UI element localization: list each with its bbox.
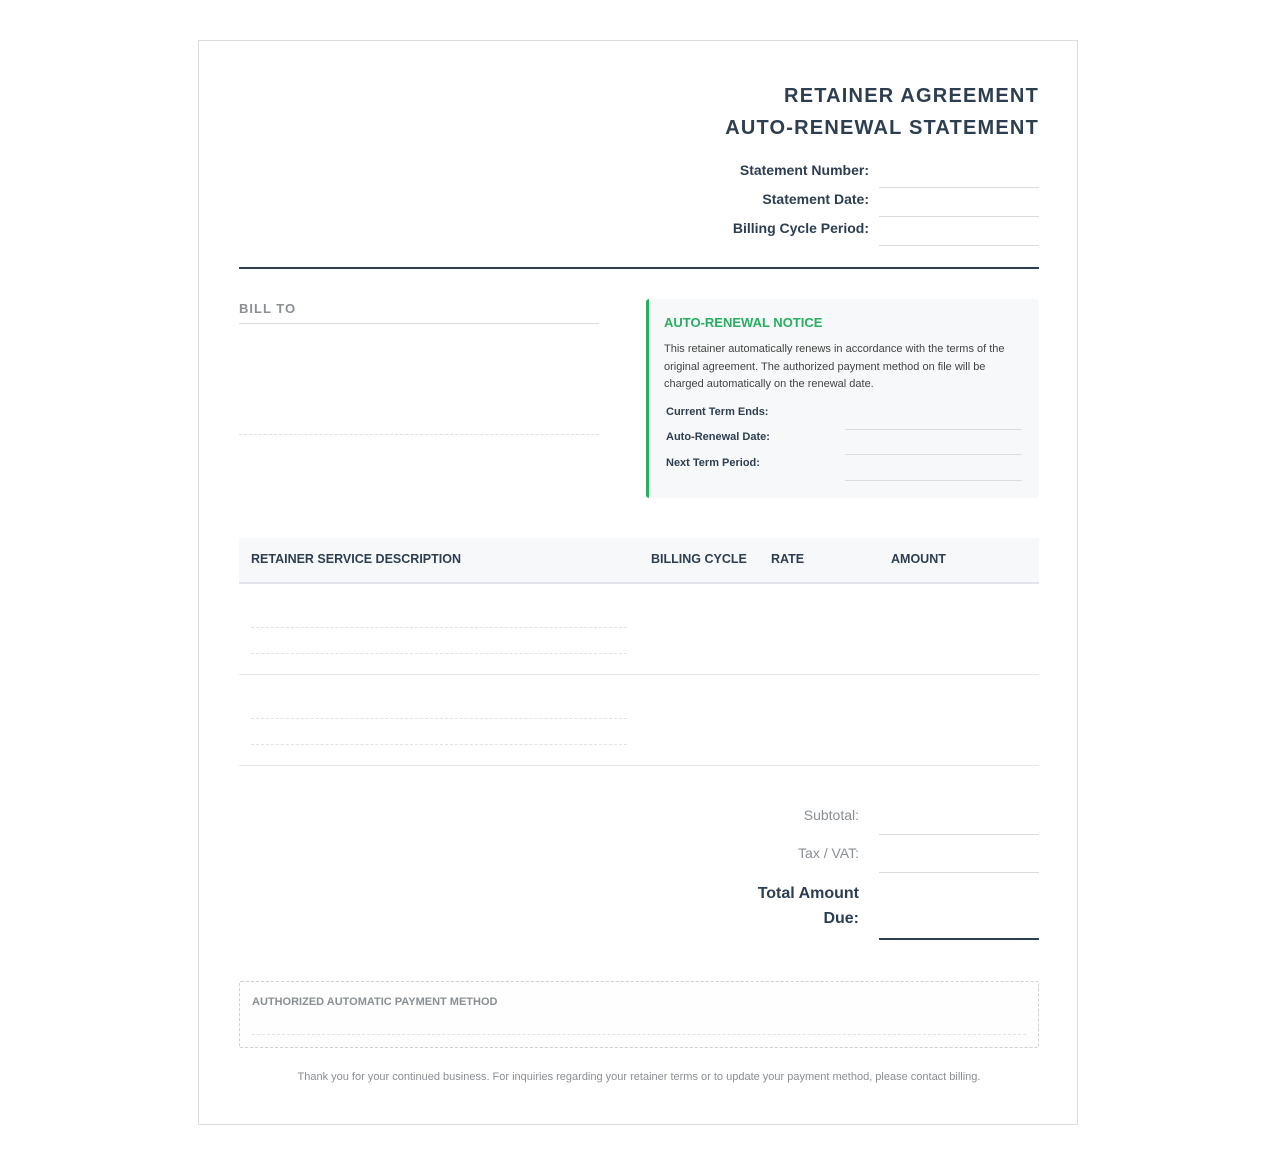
payment-method-box	[239, 981, 1039, 1048]
total-due-field[interactable]	[879, 938, 1039, 940]
notice-title: AUTO-RENEWAL NOTICE	[664, 315, 823, 330]
tax-row	[639, 843, 1039, 873]
next-term-period-label: Next Term Period:	[666, 457, 760, 469]
current-term-ends-row	[666, 404, 1022, 430]
next-term-period-field[interactable]	[845, 480, 1022, 481]
payment-method-label: AUTHORIZED AUTOMATIC PAYMENT METHOD	[252, 996, 498, 1008]
tax-label: Tax / VAT:	[798, 845, 859, 861]
service-description-line[interactable]	[251, 744, 627, 745]
billing-cycle-label: Billing Cycle Period:	[732, 220, 869, 236]
table-row	[239, 583, 1039, 675]
subtotal-row	[639, 805, 1039, 835]
service-description-line[interactable]	[251, 718, 627, 719]
total-due-label: Total Amount Due:	[757, 885, 859, 927]
subtotal-field[interactable]	[879, 834, 1039, 835]
column-header-rate: RATE	[771, 552, 805, 566]
column-header-description: RETAINER SERVICE DESCRIPTION	[251, 552, 461, 566]
services-table-header	[239, 538, 1039, 584]
total-due-row	[639, 879, 1039, 941]
billing-cycle-field[interactable]	[879, 221, 1039, 246]
auto-renewal-notice	[646, 299, 1039, 498]
column-header-amount: AMOUNT	[891, 552, 946, 566]
billing-cycle-row	[639, 217, 1039, 246]
document-subtitle: AUTO-RENEWAL STATEMENT	[725, 117, 1039, 139]
next-term-period-row	[666, 455, 1022, 481]
column-header-billing-cycle: BILLING CYCLE	[651, 552, 747, 566]
statement-number-row	[639, 159, 1039, 188]
header-divider	[239, 267, 1039, 269]
current-term-ends-label: Current Term Ends:	[666, 406, 769, 418]
payment-method-field[interactable]	[252, 1034, 1026, 1035]
auto-renewal-date-row	[666, 429, 1022, 455]
bill-to-divider	[239, 323, 599, 324]
service-description-line[interactable]	[251, 653, 627, 654]
auto-renewal-date-label: Auto-Renewal Date:	[666, 431, 770, 443]
statement-date-row	[639, 188, 1039, 217]
document-title: RETAINER AGREEMENT	[784, 85, 1039, 107]
service-description-line[interactable]	[251, 627, 627, 628]
statement-number-label: Statement Number:	[739, 162, 869, 178]
tax-field[interactable]	[879, 872, 1039, 873]
bill-to-label: BILL TO	[239, 301, 297, 316]
subtotal-label: Subtotal:	[803, 807, 859, 823]
bill-to-address-field[interactable]	[239, 434, 599, 435]
statement-date-field[interactable]	[879, 192, 1039, 217]
statement-date-label: Statement Date:	[762, 191, 869, 207]
table-row	[239, 674, 1039, 766]
notice-body: This retainer automatically renews in accordance with the terms of the original agreement. The authorized payment method on file will be charged automatically on the renewal date.	[664, 343, 1005, 390]
statement-page	[198, 40, 1078, 1125]
footer-note: Thank you for your continued business. For inquiries regarding your retainer terms or to update your payment method, please contact billing.	[297, 1071, 981, 1083]
statement-number-field[interactable]	[879, 163, 1039, 188]
